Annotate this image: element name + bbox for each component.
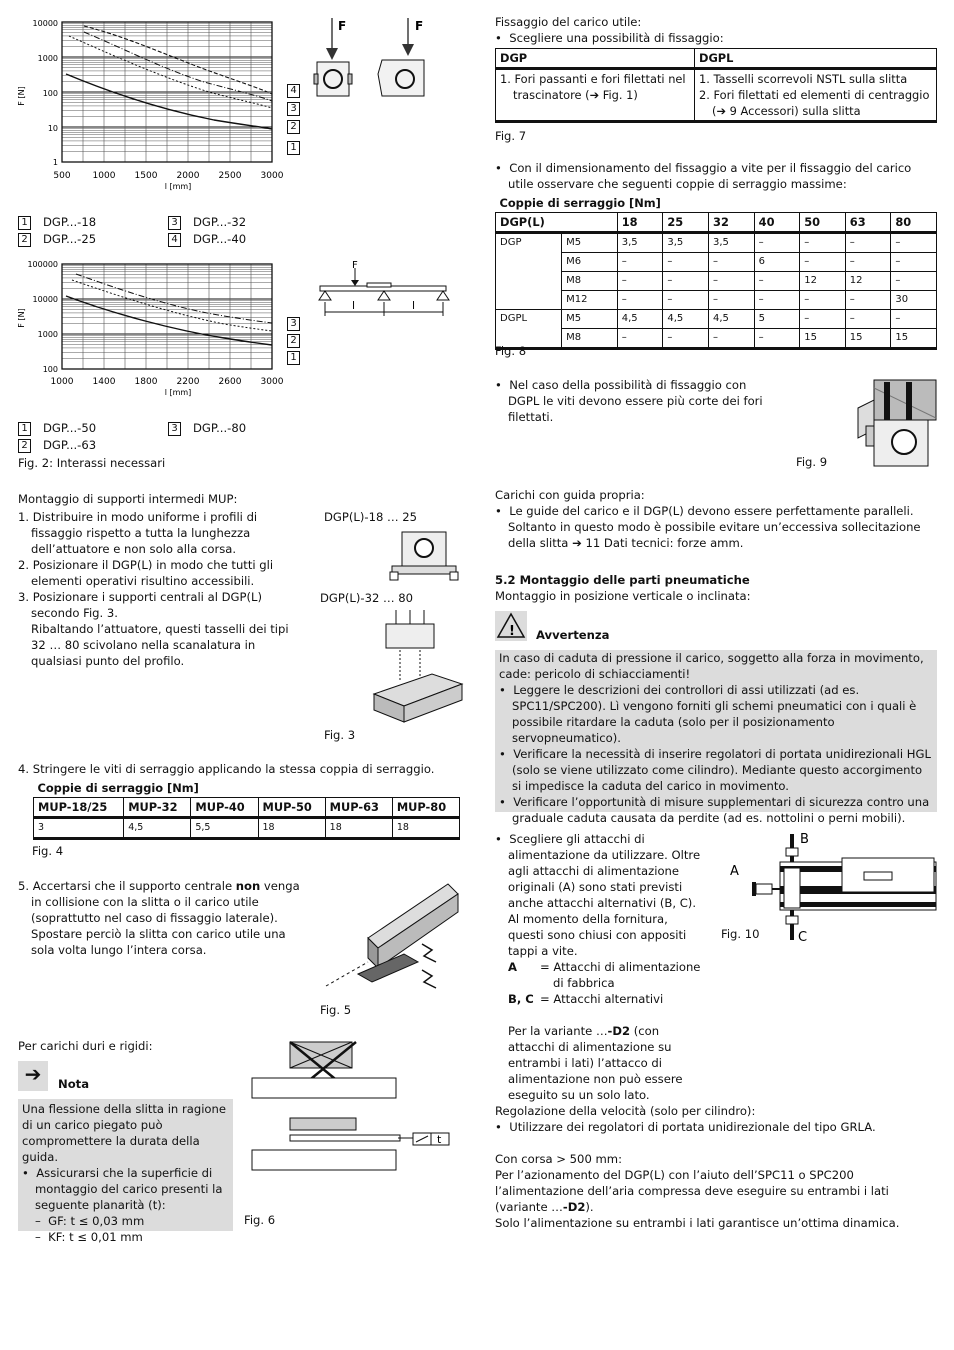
table-row: DGP M5 3,5 3,5 3,5 – – – – [496, 233, 937, 253]
y-axis-label: F [N] [17, 86, 26, 106]
curve-label: 3 [287, 102, 300, 116]
svg-text:!: ! [509, 624, 515, 639]
section-heading: 5.2 Montaggio delle parti pneumatiche [495, 573, 750, 587]
table-row: DGPL M5 4,5 4,5 4,5 5 – – – [496, 310, 937, 329]
x-tick: 1000 [92, 171, 116, 181]
mup-drawing-large [372, 610, 464, 726]
fig8-caption: Fig. 8 [495, 344, 527, 358]
x-tick: 1400 [92, 377, 116, 387]
force-label: F [338, 19, 347, 33]
x-axis-label: l [mm] [164, 182, 192, 191]
guide-section: Carichi con guida propria: • Le guide del carico e il DGP(L) devono essere perfettamente paralleli. Soltanto in questo modo è possibile evitare un’eccessiva sollecitazione della slitta ➔ 11 Dati tecnici: forze amm. [495, 488, 921, 550]
curve-1 [66, 74, 272, 129]
step5: 5. Accertarsi che il supporto centrale non venga in collisione con la slitta o il carico utile (soprattutto nel caso di fissaggio laterale). Spostare perciò la slitta con carico utile una sola volta lungo l’intera corsa. [18, 879, 300, 957]
note-box: Una flessione della slitta in ragione di un carico piegato può compromettere la durata della guida. • Assicurarsi che la superficie di montaggio del carico presenti la seguente planarità (t): – GF: t ≤ 0,03 mm – KF: t ≤ 0,01 mm [18, 1099, 233, 1231]
x-tick: 1000 [50, 377, 74, 387]
beam-drawing [312, 256, 462, 326]
fig3-caption: Fig. 3 [324, 728, 356, 742]
fig2-caption: Fig. 2: Interassi necessari [18, 456, 166, 470]
x-tick: 2000 [176, 171, 200, 181]
screw-torque-table: Coppie di serraggio [Nm] DGP(L) 18 25 32 40 50 63 80 DGP M5 3,5 3,5 3,5 – – – – M6 – – – 6 – – – M8 – – – – 12 12 – M12 – – – – – – 30 DGPL M5 4,5 4,5 4,5 5 – – – M8 – – – – 15 15 15 [495, 194, 937, 350]
y-tick: 1000 [37, 54, 58, 63]
fix-section: Fissaggio del carico utile: • Scegliere una possibilità di fissaggio: [495, 15, 724, 45]
x-tick: 3000 [260, 171, 284, 181]
fig6-caption: Fig. 6 [244, 1213, 276, 1227]
curve-3 [84, 32, 272, 101]
table-row: M6 – – – 6 – – – [496, 253, 937, 272]
dgpl-screw-drawing [854, 378, 938, 470]
mup-title: Montaggio di supporti intermedi MUP: [18, 492, 238, 506]
y-tick: 1 [52, 158, 58, 167]
legend-top: 1 DGP...-18 3 DGP...-32 2 DGP...-25 4 DGP...-40 [18, 214, 318, 248]
mup-step4: 4. Stringere le viti di serraggio applicando la stessa coppia di serraggio. [18, 762, 435, 776]
legend-bottom: 1 DGP...-50 3 DGP...-80 2 DGP...-63 [18, 420, 318, 454]
y-tick: 10000 [32, 295, 58, 304]
fig5-caption: Fig. 5 [320, 1003, 352, 1017]
dgpl-note: • Nel caso della possibilità di fissaggio con DGPL le viti devono essere più corte dei fori filettati. [495, 378, 763, 424]
mup-drawing-small [388, 528, 460, 584]
mup-steps: 1. Distribuire in modo uniforme i profili di fissaggio rispetto a tutta la lunghezza dell’attuatore e non solo alla corsa. 2. Posizionare il DGP(L) in modo che tutti gli elementi operativi risultino accessibili. 3. Posizionare i supporti centrali al DGP(L) secondo Fig. 3. Ribaltando l’attuatore, questi tasselli dei tipi 32 … 80 scivolano nella scanalatura in qualsiasi punto del profilo. [18, 510, 289, 668]
svg-text:B: B [800, 832, 809, 847]
y-tick: 100 [42, 89, 58, 98]
supply-section: • Scegliere gli attacchi di alimentazione da utilizzare. Oltre agli attacchi di alimentazione originali (A) sono stati previsti anche attacchi alternativi (B, C). Al momento della fornitura, questi sono chiusi con appositi tappi a vite. A = Attacchi di alimentazione di fabbrica B, C = Attacchi alternativi Per la variante …-D2 (con attacchi di alimentazione su entrambi i lati) l’attacco di alimentazione non può essere eseguito su un solo lato. [495, 832, 701, 1102]
speed-section: Regolazione della velocità (solo per cilindro): • Utilizzare dei regolatori di portata unidirezionale del tipo GRLA. Con corsa > 500 mm: Per l’azionamento del DGP(L) con l’aiuto dell’SPC11 o SPC200 l’alimentazione dell’aria compressa deve eseguire su entrambi i lati (variante …-D2). Solo l’alimentazione su entrambi i lati garantisce un’ottima dinamica. [495, 1104, 900, 1230]
curve-1 [66, 296, 272, 345]
table-row: M12 – – – – – – 30 [496, 291, 937, 310]
fig-a-label: DGP(L)-18 … 25 [324, 510, 418, 524]
svg-text:l: l [352, 299, 356, 312]
collision-drawing [318, 878, 463, 998]
force-label: F [415, 19, 424, 33]
x-tick: 2200 [176, 377, 200, 387]
fig10-caption: Fig. 10 [721, 927, 760, 941]
y-tick: 10000 [32, 19, 58, 28]
curve-4 [84, 26, 272, 94]
warning-label: Avvertenza [536, 628, 610, 642]
x-tick: 2500 [218, 171, 242, 181]
x-tick: 3000 [260, 377, 284, 387]
warning-icon [495, 611, 527, 641]
y-tick: 10 [47, 124, 58, 133]
x-tick: 500 [53, 171, 71, 181]
x-axis-label: l [mm] [164, 388, 192, 397]
rigid-title: Per carichi duri e rigidi: [18, 1039, 153, 1053]
mup-torque-table: Coppie di serraggio [Nm] MUP-18/25 MUP-32 MUP-40 MUP-50 MUP-63 MUP-80 3 4,5 5,5 18 18 18 [33, 779, 460, 840]
fig9-caption: Fig. 9 [796, 455, 828, 469]
chart-bottom-curve-labels: 3 2 1 [287, 317, 300, 365]
warning-box: In caso di caduta di pressione il carico, soggetto alla forza in movimento, cade: pericolo di schiacciamenti! • Leggere le descrizioni dei controllori di assi utilizzati (ad es. SPC11/SPC200). Lì vengono forniti gli schemi pneumatici con i quali è possibile ritardare la caduta (solo per il posizionamento servopneumatico). • Verificare la necessità di inserire regolatori di portata unidirezionali HGL (solo se viene utilizzato come cilindro). Mediante questo accorgimento si impedisce la caduta del carico in movimento. • Verificare l’opportunità di misure supplementari di sicurezza contro una graduale caduta causata da perdite (ad es. nottolini o perni mobili). [495, 650, 937, 812]
fix-table: DGP DGPL 1. Fori passanti e fori filettati nel trascinatore (➔ Fig. 1) 1. Tasselli scorrevoli NSTL sulla slitta 2. Fori filettati ed elementi di centraggio (➔ 9 Accessori) sulla slitta [495, 48, 937, 123]
chart-top [14, 14, 304, 194]
curve-label: 2 [287, 120, 300, 134]
x-tick: 1500 [134, 171, 158, 181]
fig4-caption: Fig. 4 [32, 844, 64, 858]
flatness-drawing [248, 1038, 458, 1178]
y-tick: 1000 [37, 330, 58, 339]
chart-top-curve-labels [287, 84, 300, 155]
note-label: Nota [58, 1077, 90, 1091]
curve-label: 1 [287, 141, 300, 155]
curve-label: 4 [287, 84, 300, 98]
table-row: M8 – – – – 15 15 15 [496, 329, 937, 349]
svg-text:t: t [437, 1133, 442, 1146]
x-tick: 1800 [134, 377, 158, 387]
svg-text:C: C [798, 930, 808, 945]
table-row: M8 – – – – 12 12 – [496, 272, 937, 291]
y-axis-label: F [N] [17, 308, 26, 328]
fig-b-label: DGP(L)-32 … 80 [320, 591, 414, 605]
profile-drawings [312, 16, 442, 106]
x-tick: 2600 [218, 377, 242, 387]
chart-bottom [14, 256, 304, 401]
screw-bullet: • Con il dimensionamento del fissaggio a vite per il fissaggio del carico utile osservare che seguenti coppie di serraggio massime: [495, 161, 912, 191]
y-tick: 100000 [27, 260, 58, 269]
arrow-note-icon: ➔ [18, 1061, 48, 1091]
svg-text:l: l [412, 299, 416, 312]
section-sub: Montaggio in posizione verticale o inclinata: [495, 589, 751, 603]
fig7-caption: Fig. 7 [495, 129, 527, 143]
svg-text:F: F [352, 260, 358, 271]
svg-text:A: A [730, 864, 739, 879]
y-tick: 100 [42, 365, 58, 374]
